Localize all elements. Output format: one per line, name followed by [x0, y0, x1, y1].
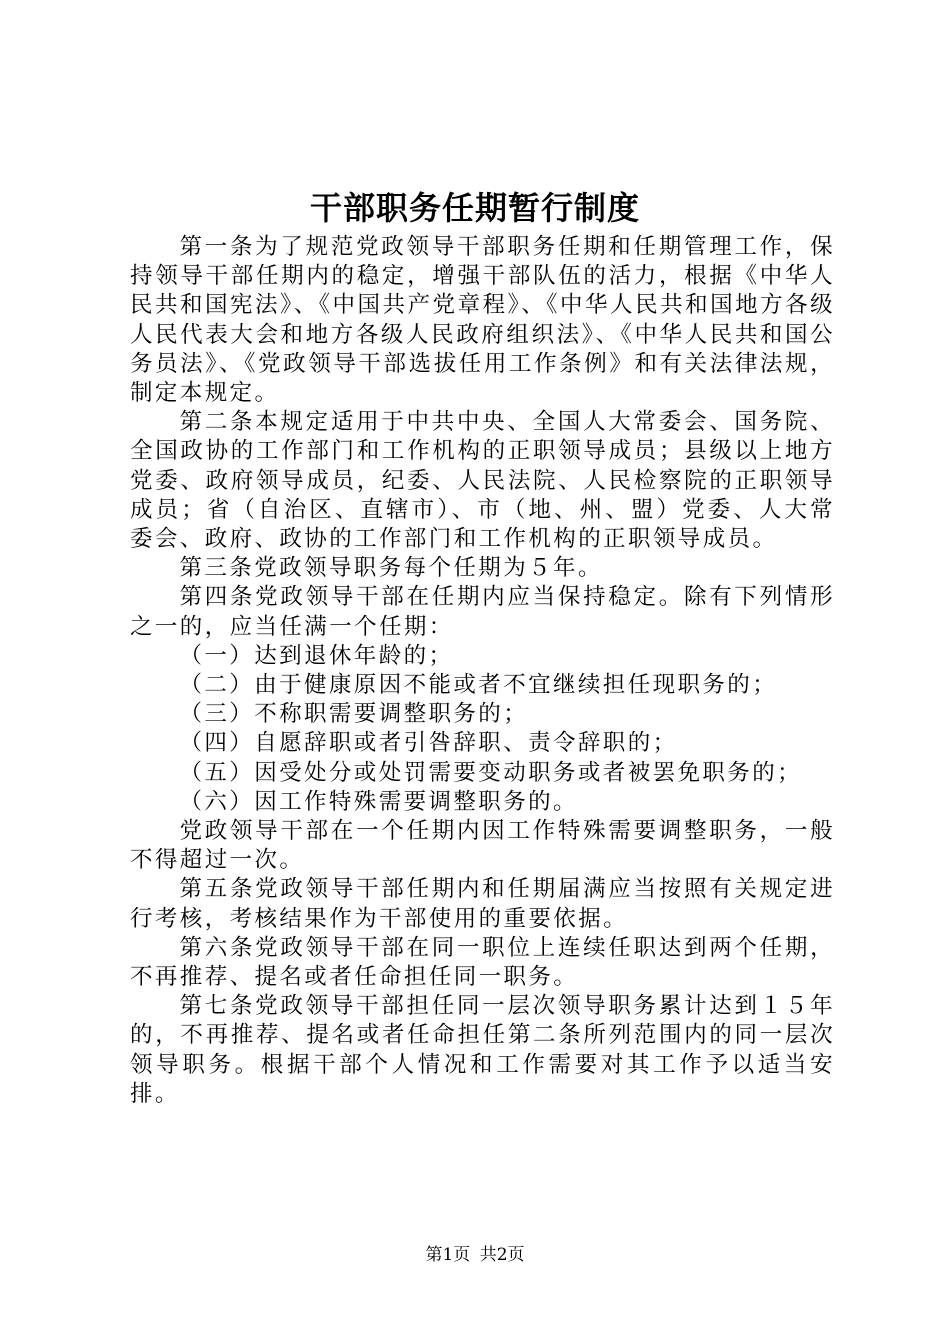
- page-total: 共2页: [479, 1245, 525, 1265]
- article-7: 第七条党政领导干部担任同一层次领导职务累计达到１５年的，不再推荐、提名或者任命担任第二条所列范围内的同一层次领导职务。根据干部个人情况和工作需要对其工作予以适当安排。: [130, 993, 835, 1107]
- list-item: （三）不称职需要调整职务的；: [179, 701, 529, 728]
- article-6: 第六条党政领导干部在同一职位上连续任职达到两个任期，不再推荐、提名或者任命担任同一职务。: [130, 934, 835, 991]
- list-item: （六）因工作特殊需要调整职务的。: [179, 788, 578, 815]
- list-item: （二）由于健康原因不能或者不宜继续担任现职务的；: [179, 672, 778, 699]
- article-3: 第三条党政领导职务每个任期为５年。: [179, 555, 603, 582]
- document-body: [130, 233, 835, 1109]
- article-5: 第五条党政领导干部任期内和任期届满应当按照有关规定进行考核，考核结果作为干部使用的重要依据。: [130, 876, 835, 932]
- article-4-note: 党政领导干部在一个任期内因工作特殊需要调整职务，一般不得超过一次。: [130, 818, 835, 874]
- document-title: 干部职务任期暂行制度: [309, 189, 640, 227]
- page-footer: [0, 1243, 950, 1267]
- list-item: （四）自愿辞职或者引咎辞职、责令辞职的；: [179, 730, 678, 757]
- article-1: 第一条为了规范党政领导干部职务任期和任期管理工作，保持领导干部任期内的稳定，增强干部队伍的活力，根据《中华人民共和国宪法》、《中国共产党章程》、《中华人民共和国地方各级人民代表大会和地方各级人民政府组织法》、《中华人民共和国公务员法》、《党政领导干部选拔任用工作条例》和有关法律法规，制定本规定。: [130, 234, 835, 407]
- article-4: 第四条党政领导干部在任期内应当保持稳定。除有下列情形之一的，应当任满一个任期：: [130, 584, 835, 640]
- list-item: （五）因受处分或处罚需要变动职务或者被罢免职务的；: [179, 759, 803, 786]
- list-item: （一）达到退休年龄的；: [179, 642, 454, 669]
- page-number: 第1页: [425, 1245, 471, 1265]
- article-2: 第二条本规定适用于中共中央、全国人大常委会、国务院、全国政协的工作部门和工作机构的正职领导成员；县级以上地方党委、政府领导成员，纪委、人民法院、人民检察院的正职领导成员；省（自治区、直辖市）、市（地、州、盟）党委、人大常委会、政府、政协的工作部门和工作机构的正职领导成员。: [130, 409, 835, 553]
